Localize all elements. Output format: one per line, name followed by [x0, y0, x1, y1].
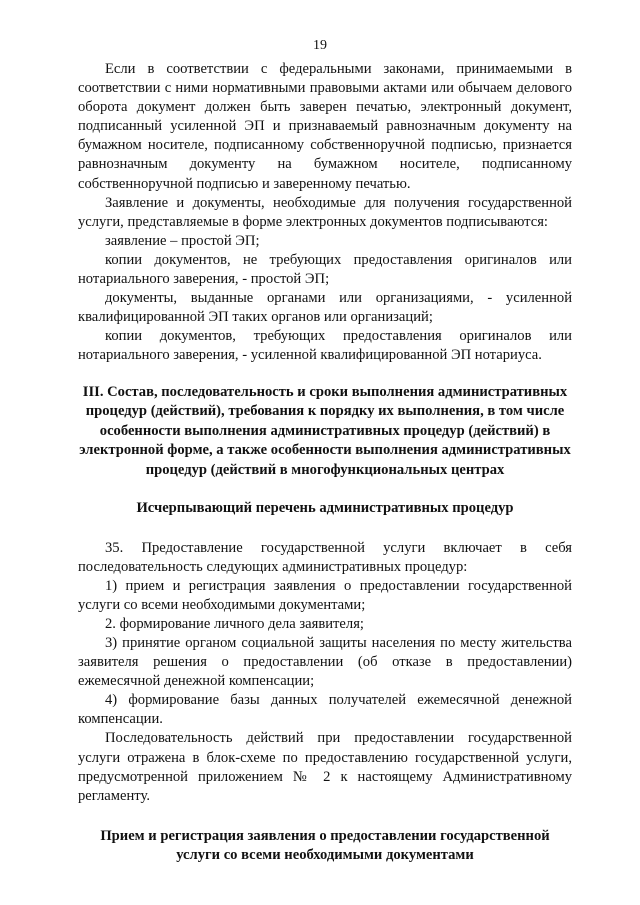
paragraph-block-scheme: Последовательность действий при предоставлении государственной услуги отражена в блок-схеме по предоставлению государственной услуги, предусмотренной приложением № 2 к настоящему Административному регламенту.	[78, 730, 572, 804]
document-body	[78, 60, 572, 866]
list-item-issued-docs: документы, выданные органами или организациями, - усиленной квалифицированной ЭП таких органов или организаций;	[78, 290, 572, 326]
list-item-copies-simple: копии документов, не требующих предоставления оригиналов или нотариального заверения, - простой ЭП;	[78, 251, 572, 288]
subsection-heading-reception: Прием и регистрация заявления о предоставлении государственной услуги со всеми необходимыми документами	[100, 827, 550, 864]
section-heading: III. Состав, последовательность и сроки выполнения административных процедур (действий), требования к порядку их выполнения, в том числе особенности выполнения административных процедур (действий) в электронной форме, а также особенности выполнения административных процедур (действий в многофункциональных центрах	[79, 383, 571, 478]
procedure-item-3: 3) принятие органом социальной защиты населения по месту жительства заявителя решения о предоставлении (об отказе в предоставлении) ежемесячной денежной компенсации;	[78, 634, 572, 690]
paragraph-35: 35. Предоставление государственной услуги включает в себя последовательность следующих административных процедур:	[78, 539, 572, 575]
list-item-copies-notary: копии документов, требующих предоставления оригиналов или нотариального заверения, - усиленной квалифицированной ЭП нотариуса.	[78, 328, 572, 364]
procedure-item-2: 2. формирование личного дела заявителя;	[105, 615, 364, 632]
paragraph-seal-equivalence: Если в соответствии с федеральными законами, принимаемыми в соответствии с ними нормативными правовыми актами или обычаем делового оборота документ должен быть заверен печатью, электронный документ, подписанный усиленной ЭП и признаваемый равнозначным документу на бумажном носителе, подписанному собственноручной подписью, признается равнозначным документу на бумажном носителе, подписанному собственноручной подписью и заверенному печатью.	[78, 61, 572, 192]
subsection-heading: Исчерпывающий перечень административных процедур	[136, 500, 514, 516]
paragraph-signing-intro: Заявление и документы, необходимые для получения государственной услуги, представляемые в форме электронных документов подписываются:	[78, 194, 572, 230]
procedure-item-1: 1) прием и регистрация заявления о предоставлении государственной услуги со всеми необходимыми документами;	[78, 577, 572, 613]
procedure-item-4: 4) формирование базы данных получателей ежемесячной денежной компенсации.	[78, 692, 572, 728]
list-item-application: заявление – простой ЭП;	[105, 232, 260, 249]
page-number: 19	[313, 38, 327, 53]
